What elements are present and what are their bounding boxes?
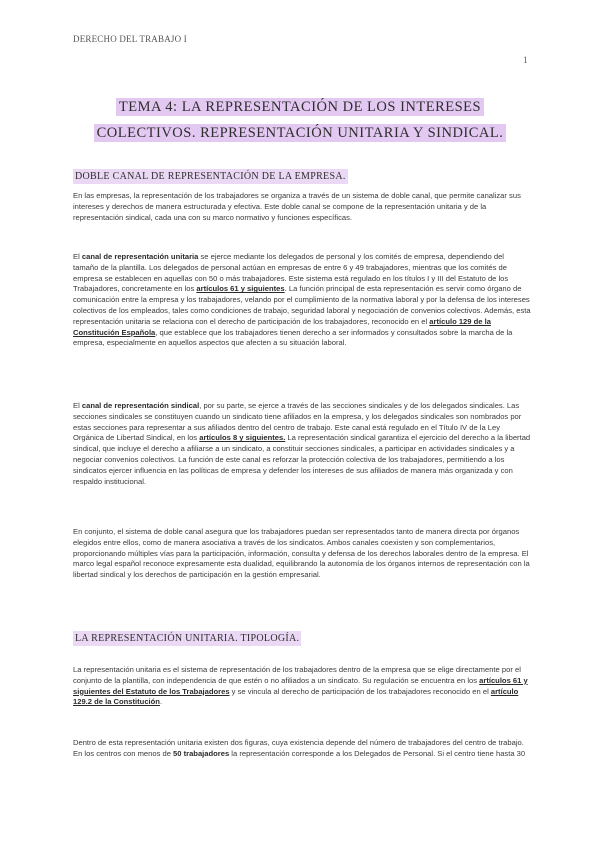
bold-term: canal de representación unitaria: [81, 252, 199, 261]
legal-reference-link[interactable]: artículo 129 de la Constitución Española: [73, 316, 491, 337]
section-heading-doble-canal: DOBLE CANAL DE REPRESENTACIÓN DE LA EMPRESA.: [75, 171, 346, 182]
legal-reference-link[interactable]: artículo 129.2 de la Constitución: [73, 686, 519, 707]
page-number: 1: [523, 55, 528, 65]
paragraph: En las empresas, la representación de los trabajadores se organiza a través de un sistema de doble canal, que permite canalizar sus intereses y derechos de manera estructurada y efectiva. Este doble canal se compone de la representación unitaria y de la representación sindical, cada una con su marco normativo y funciones específicas.: [73, 191, 521, 222]
paragraph: En conjunto, el sistema de doble canal asegura que los trabajadores puedan ser representados tanto de manera directa por órganos elegidos entre ellos, como de manera asociativa a través de los sindicatos. Ambos canales coexisten y son complementarios, proporcionando múltiples vías para la participación, información, consulta y defensa de los derechos laborales dentro de la empresa. El marco legal español reconoce expresamente esta dualidad, equilibrando la autonomía de los órganos internos de representación con la libertad sindical y los derechos de participación en la gestión empresarial.: [73, 527, 530, 580]
bold-term: 50 trabajadores: [173, 748, 230, 758]
paragraph: Dentro de esta representación unitaria existen dos figuras, cuya existencia depende del número de trabajadores del centro de trabajo. En los centros con menos de 50 trabajadores la representación corresponde a los Delegados de Personal. Si el centro tiene hasta 30: [73, 738, 526, 758]
section-heading-representacion-unitaria: LA REPRESENTACIÓN UNITARIA. TIPOLOGÍA.: [75, 633, 300, 644]
legal-reference-link[interactable]: artículos 61 y siguientes del Estatuto de los Trabajadores: [73, 675, 528, 696]
bold-term: canal de representación sindical: [81, 401, 200, 410]
paragraph: La representación unitaria es el sistema de representación de los trabajadores dentro de la empresa que se elige directamente por el conjunto de la plantilla, con independencia de que estén o no afiliados a un sindicato. Su regulación se encuentra en los artículos 61 y siguientes del Estatuto de los Trabajadores y se vincula al derecho de participación de los trabajadores reconocido en el artículo 129.2 de la Constitución.: [73, 665, 528, 707]
document-header-title: DERECHO DEL TRABAJO I: [73, 34, 187, 44]
legal-reference-link[interactable]: artículos 61 y siguientes: [196, 284, 285, 294]
paragraph-canal-sindical: El canal de representación sindical, por su parte, se ejerce a través de las secciones sindicales y de los delegados sindicales. Las secciones sindicales se constituyen cuando un sindicato tiene afiliados en la empresa, y los delegados sindicales son nombrados por estas secciones para representar a sus afiliados dentro del centro de trabajo. Este canal está regulado en el Título IV de la Ley Orgánica de Libertad Sindical, en los artículos 8 y siguientes. La representación sindical garantiza el ejercicio del derecho a la libertad sindical, que incluye el derecho a afiliarse a un sindicato, a constituir secciones sindicales, a participar en actividades sindicales y a negociar convenios colectivos. La función de este canal es reforzar la protección colectiva de los trabajadores, permitiendo a los sindicatos ejercer influencia en las políticas de empresa y defender los intereses de sus afiliados de manera más organizada y con respaldo institucional.: [73, 401, 531, 486]
legal-reference-link[interactable]: artículos 8 y siguientes.: [199, 433, 286, 443]
main-title: [73, 94, 527, 146]
main-title-text: TEMA 4: LA REPRESENTACIÓN DE LOS INTERESES COLECTIVOS. REPRESENTACIÓN UNITARIA Y SINDICAL.: [94, 98, 507, 142]
paragraph-canal-unitaria: El canal de representación unitaria se ejerce mediante los delegados de personal y los comités de empresa, dependiendo del tamaño de la plantilla. Los delegados de personal actúan en empresas de entre 6 y 49 trabajadores, mientras que los comités de empresa se establecen en aquellas con 50 o más trabajadores. Este sistema está regulado en los títulos I y III del Estatuto de los Trabajadores, concretamente en los artículos 61 y siguientes. La función principal de esta representación es servir como órgano de comunicación entre la empresa y los trabajadores, velando por el cumplimiento de la normativa laboral y por la defensa de los intereses colectivos de los empleados, tales como condiciones de trabajo, seguridad laboral y negociación de convenios colectivos. Además, esta representación unitaria se relaciona con el derecho de participación de los trabajadores, reconocido en el artículo 129 de la Constitución Española, que establece que los trabajadores tienen derecho a ser informados y consultados sobre la marcha de la empresa, especialmente en aquellos aspectos que afecten a su situación laboral.: [73, 252, 531, 348]
